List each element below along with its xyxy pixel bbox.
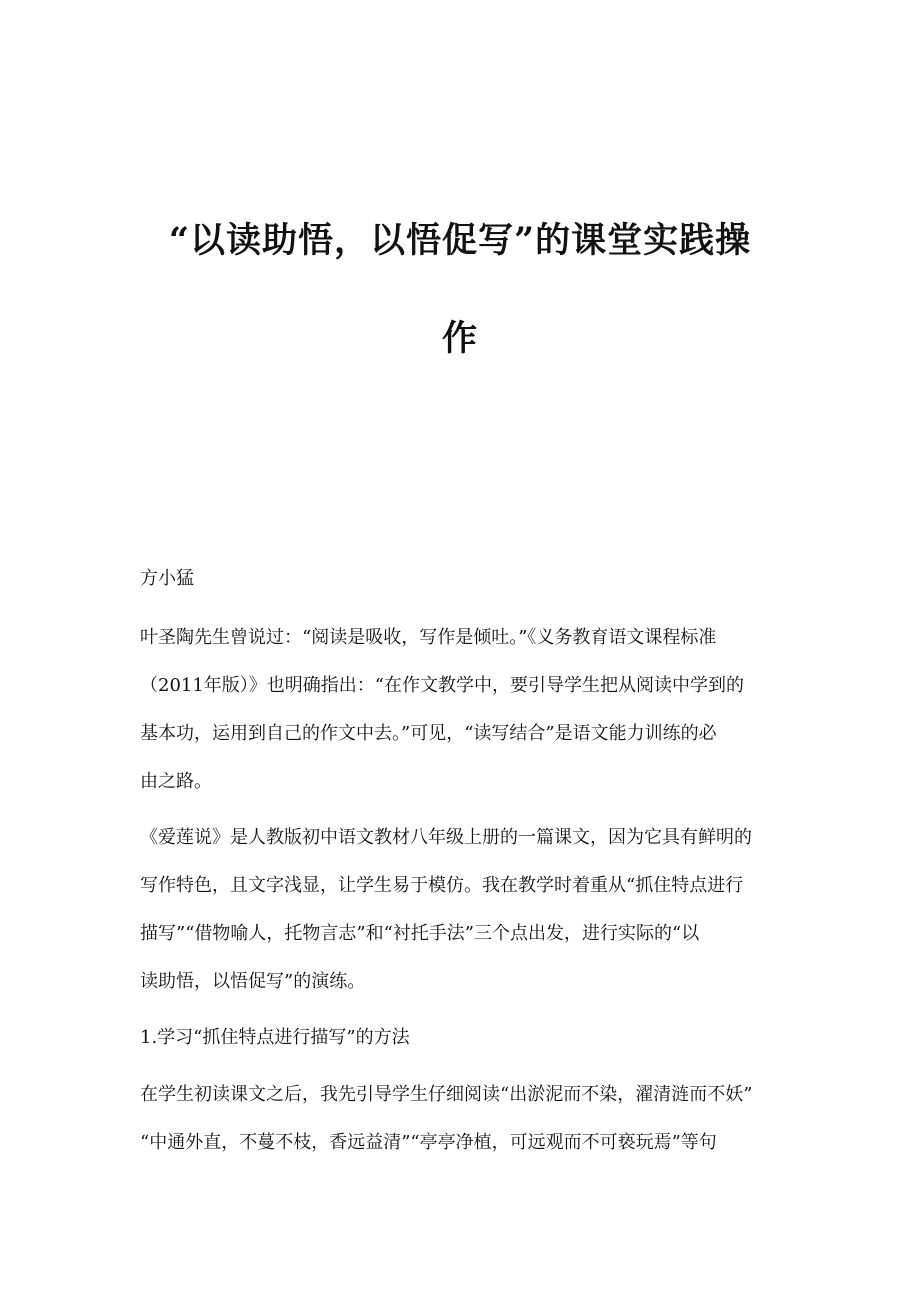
paragraph-1-line-1: 叶圣陶先生曾说过：“阅读是吸收，写作是倾吐。”《义务教育语文课程标准 (140, 627, 717, 648)
paragraph-3-line-1: 在学生初读课文之后，我先引导学生仔细阅读“出淤泥而不染，濯清涟而不妖” (140, 1084, 753, 1105)
paragraph-2-line-1: 《爱莲说》是人教版初中语文教材八年级上册的一篇课文，因为它具有鲜明的 (140, 827, 752, 848)
document-title-line-2: 作 (441, 318, 478, 359)
document-title-line-1: “以读助悟，以悟促写”的课堂实践操 (168, 220, 752, 261)
paragraph-2-line-4: 读助悟，以悟促写”的演练。 (140, 971, 366, 992)
paragraph-2-line-2: 写作特色，且文字浅显，让学生易于模仿。我在教学时着重从“抓住特点进行 (140, 875, 744, 896)
paragraph-3-line-2: “中通外直，不蔓不枝，香远益清”“亭亭净植，可远观而不可亵玩焉”等句 (140, 1132, 717, 1153)
author-name: 方小猛 (140, 568, 194, 589)
paragraph-1-line-3: 基本功，运用到自己的作文中去。”可见，“读写结合”是语文能力训练的必 (140, 723, 717, 744)
section-heading-1: 1.学习“抓住特点进行描写”的方法 (140, 1027, 410, 1048)
paragraph-1-line-4: 由之路。 (140, 771, 212, 792)
paragraph-1-line-2: （2011年版）》也明确指出：“在作文教学中，要引导学生把从阅读中学到的 (140, 675, 745, 696)
paragraph-2-line-3: 描写”“借物喻人，托物言志”和“衬托手法”三个点出发，进行实际的“以 (140, 923, 700, 944)
